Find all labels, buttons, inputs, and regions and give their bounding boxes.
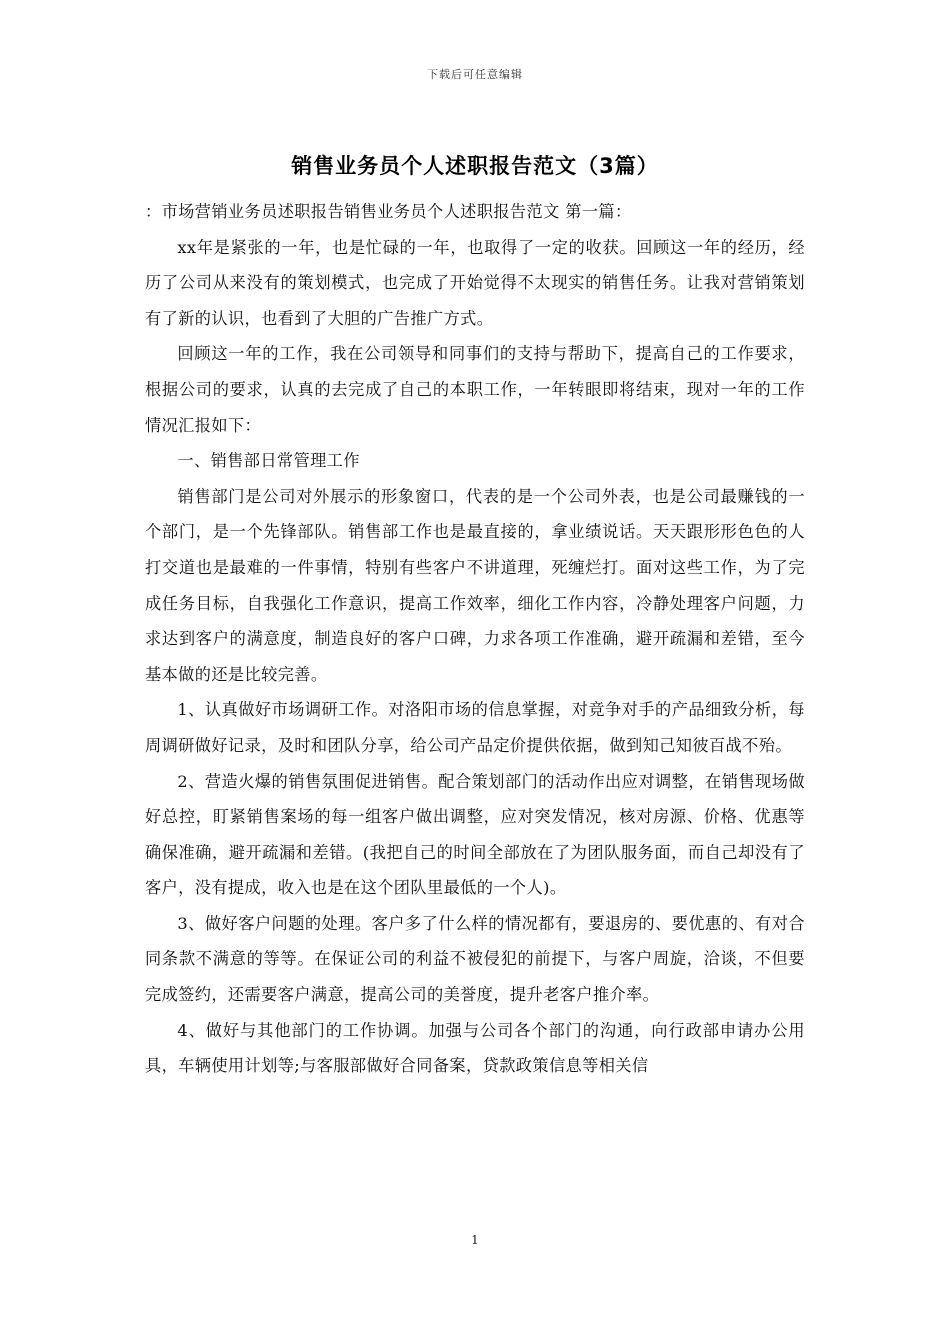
list-item-1: 1、认真做好市场调研工作。对洛阳市场的信息掌握，对竞争对手的产品细致分析，每周调研做好记录，及时和团队分享，给公司产品定价提供依据，做到知己知彼百战不殆。 bbox=[145, 700, 805, 755]
page-number: 1 bbox=[471, 1233, 479, 1247]
list-item-2: 2、营造火爆的销售氛围促进销售。配合策划部门的活动作出应对调整，在销售现场做好总控，盯紧销售案场的每一组客户做出调整，应对突发情况，核对房源、价格、优惠等确保准确，避开疏漏和差错。(我把自己的时间全部放在了为团队服务面，而自己却没有了客户，没有提成，收入也是在这个团队里最低的一个人)。 bbox=[145, 771, 805, 898]
intro-line: ：市场营销业务员述职报告销售业务员个人述职报告范文 第一篇： bbox=[145, 202, 632, 221]
document-title: 销售业务员个人述职报告范文（3篇） bbox=[291, 154, 659, 178]
paragraph-2: 回顾这一年的工作，我在公司领导和同事们的支持与帮助下，提高自己的工作要求，根据公司的要求，认真的去完成了自己的本职工作，一年转眼即将结束，现对一年的工作情况汇报如下： bbox=[145, 344, 805, 435]
paragraph-1: xx年是紧张的一年，也是忙碌的一年，也取得了一定的收获。回顾这一年的经历，经历了公司从来没有的策划模式，也完成了开始觉得不太现实的销售任务。让我对营销策划有了新的认识，也看到了大胆的广告推广方式。 bbox=[145, 237, 805, 328]
section-heading-1: 一、销售部日常管理工作 bbox=[177, 451, 360, 471]
list-item-3: 3、做好客户问题的处理。客户多了什么样的情况都有，要退房的、要优惠的、有对合同条款不满意的等等。在保证公司的利益不被侵犯的前提下，与客户周旋，洽谈，不但要完成签约，还需要客户满意，提高公司的美誉度，提升老客户推介率。 bbox=[145, 913, 805, 1005]
document-body bbox=[145, 194, 805, 1084]
paragraph-3: 销售部门是公司对外展示的形象窗口，代表的是一个公司外表，也是公司最赚钱的一个部门，是一个先锋部队。销售部工作也是最直接的，拿业绩说话。天天跟形形色色的人打交道也是最难的一件事情，特别有些客户不讲道理，死缠烂打。面对这些工作，为了完成任务目标，自我强化工作意识，提高工作效率，细化工作内容，冷静处理客户问题，力求达到客户的满意度，制造良好的客户口碑，力求各项工作准确，避开疏漏和差错，至今基本做的还是比较完善。 bbox=[145, 486, 805, 684]
page-header-note: 下载后可任意编辑 bbox=[427, 68, 523, 81]
list-item-4: 4、做好与其他部门的工作协调。加强与公司各个部门的沟通，向行政部申请办公用具，车辆使用计划等;与客服部做好合同备案，贷款政策信息等相关信 bbox=[145, 1020, 805, 1076]
